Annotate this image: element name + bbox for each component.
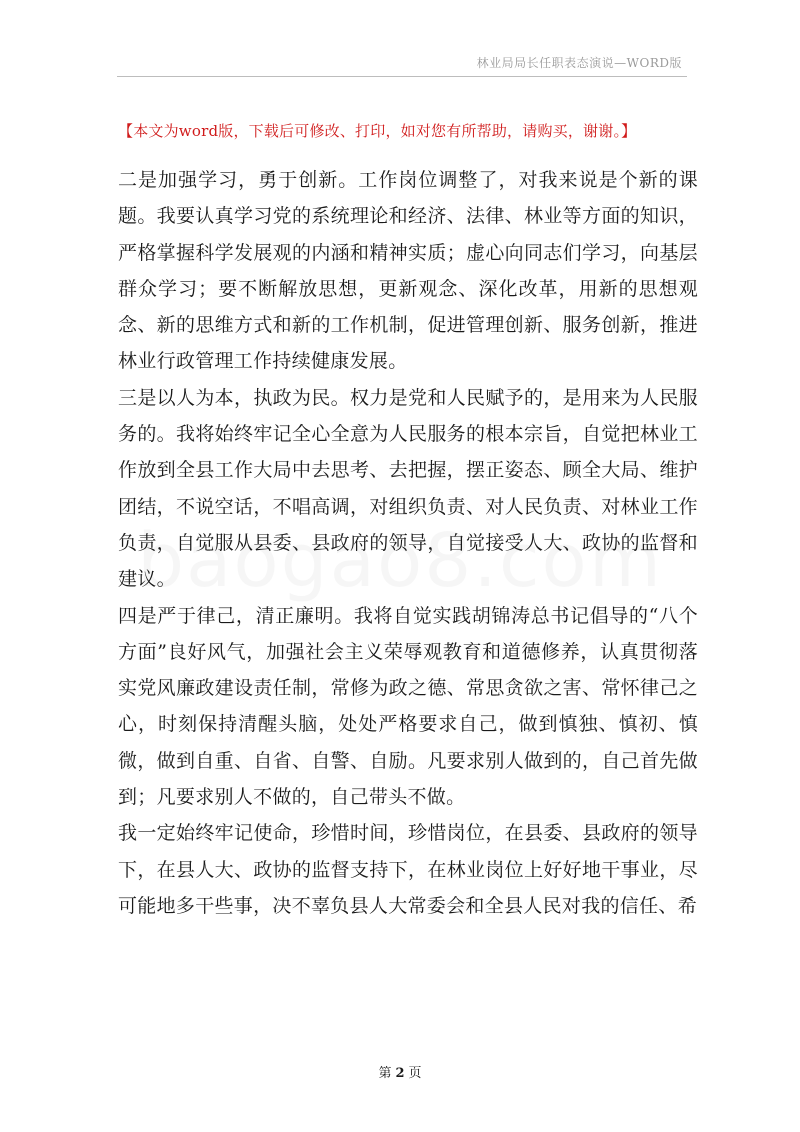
paragraph-self-discipline: 四是严于律己，清正廉明。我将自觉实践胡锦涛总书记倡导的“八个方面”良好风气，加强社会主义荣辱观教育和道德修养，认真贯彻落实党风廉政建设责任制，常修为政之德、常思贪欲之害、常怀律己之心，时刻保持清醒头脑，处处严格要求自己，做到慎独、慎初、慎微，做到自重、自省、自警、自励。凡要求别人做到的，自己首先做到；凡要求别人不做的，自己带头不做。 [118,604,698,809]
page-number-suffix: 页 [408,1066,422,1081]
document-header-title: 林业局局长任职表态演说—WORD版 [476,56,682,70]
paragraph-people-oriented: 三是以人为本，执政为民。权力是党和人民赋予的，是用来为人民服务的。我将始终牢记全心全意为人民服务的根本宗旨，自觉把林业工作放到全县工作大局中去思考、去把握，摆正姿态、顾全大局、维护团结，不说空话，不唱高调，对组织负责、对人民负责、对林业工作负责，自觉服从县委、县政府的领导，自觉接受人大、政协的监督和建议。 [118,386,698,591]
paragraph-commitment: 我一定始终牢记使命，珍惜时间，珍惜岗位，在县委、县政府的领导下，在县人大、政协的监督支持下，在林业岗位上好好地干事业，尽可能地多干些事，决不辜负县人大常委会和全县人民对我的信任、希 [118,822,698,917]
purchase-notice: 【本文为word版，下载后可修改、打印，如对您有所帮助，请购买，谢谢。】 [118,122,637,140]
page-number: 2 [395,1066,405,1081]
paragraph-study-innovation: 二是加强学习，勇于创新。工作岗位调整了，对我来说是个新的课题。我要认真学习党的系统理论和经济、法律、林业等方面的知识，严格掌握科学发展观的内涵和精神实质；虚心向同志们学习，向基层群众学习；要不断解放思想，更新观念、深化改革，用新的思想观念、新的思维方式和新的工作机制，促进管理创新、服务创新，推进林业行政管理工作持续健康发展。 [118,169,698,373]
document-body [118,162,698,924]
page-footer [0,1062,800,1081]
header-divider [117,76,687,77]
page-number-prefix: 第 [378,1066,392,1081]
